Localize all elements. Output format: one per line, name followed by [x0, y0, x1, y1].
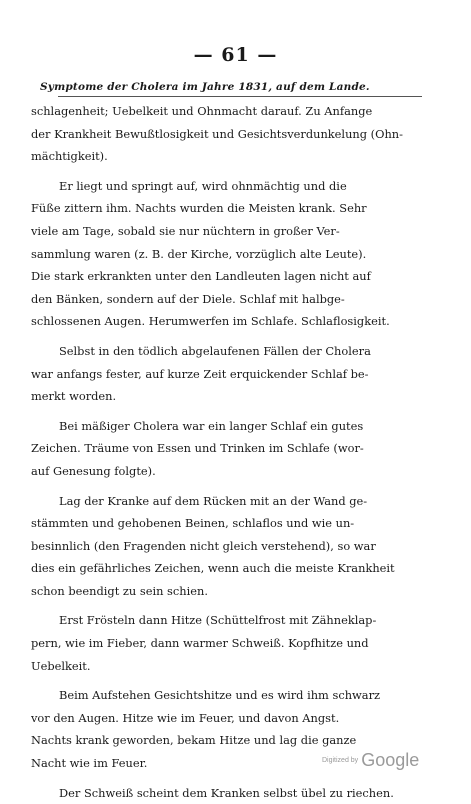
text-line: schlagenheit; Uebelkeit und Ohnmacht darauf. Zu Anfange	[31, 104, 373, 118]
paragraph	[31, 609, 431, 677]
text-line: auf Genesung folgte).	[31, 463, 156, 478]
header-rule	[58, 96, 422, 97]
text-line: viele am Tage, sobald sie nur nüchtern in großer Ver-	[31, 223, 340, 238]
watermark-prefix: Digitized by	[322, 757, 359, 764]
paragraph-gap	[31, 602, 431, 609]
text-line: der Krankheit Bewußtlosigkeit und Gesichtsverdunkelung (Ohn-	[31, 126, 403, 141]
text-line: Die stark erkrankten unter den Landleuten lagen nicht auf	[31, 269, 371, 284]
text-line: war anfangs fester, auf kurze Zeit erquickender Schlaf be-	[31, 366, 369, 381]
paragraph-gap	[31, 408, 431, 415]
paragraph-gap	[31, 677, 431, 684]
text-line: dies ein gefährliches Zeichen, wenn auch die meiste Krankheit	[31, 561, 395, 576]
paragraph-gap	[31, 483, 431, 490]
text-line: Bei mäßiger Cholera war ein langer Schlaf ein gutes	[59, 418, 364, 433]
page-number: — 61 —	[193, 44, 278, 66]
text-line: Beim Aufstehen Gesichtshitze und es wird ihm schwarz	[59, 688, 381, 703]
text-line: stämmten und gehobenen Beinen, schlaflos und wie un-	[31, 516, 355, 531]
text-line: Selbst in den tödlich abgelaufenen Fällen der Cholera	[59, 343, 371, 358]
paragraph-gap	[31, 775, 431, 782]
paragraph-gap	[31, 168, 431, 175]
text-line: vor den Augen. Hitze wie im Feuer, und davon Angst.	[31, 710, 340, 725]
text-line: schlossenen Augen. Herumwerfen im Schlafe. Schlaflosigkeit.	[31, 314, 390, 329]
text-line: Er liegt und springt auf, wird ohnmächtig und die	[59, 178, 347, 193]
text-line: Füße zittern ihm. Nachts wurden die Meisten krank. Sehr	[31, 201, 367, 216]
text-line: Erst Frösteln dann Hitze (Schüttelfrost mit Zähneklap-	[59, 613, 377, 628]
text-line: schon beendigt zu sein schien.	[31, 583, 208, 598]
paragraph	[31, 415, 431, 483]
watermark-brand: Google	[361, 750, 420, 770]
text-line: den Bänken, sondern auf der Diele. Schlaf mit halbge-	[31, 291, 345, 306]
text-line: besinnlich (den Fragenden nicht gleich verstehend), so war	[31, 538, 376, 553]
text-line: Nacht wie im Feuer.	[31, 756, 148, 771]
text-line: Zeichen. Träume von Essen und Trinken im Schlafe (wor-	[31, 441, 364, 456]
text-line: merkt worden.	[31, 389, 117, 404]
paragraph-gap	[31, 333, 431, 340]
paragraph	[31, 782, 431, 804]
paragraph	[31, 490, 431, 603]
body-text	[31, 100, 431, 804]
text-line: pern, wie im Fieber, dann warmer Schweiß. Kopfhitze und	[31, 636, 369, 651]
text-line: Lag der Kranke auf dem Rücken mit an der Wand ge-	[59, 493, 368, 508]
running-head: Symptome der Cholera im Jahre 1831, auf dem Lande.	[40, 81, 370, 93]
digitized-by-google-watermark	[322, 750, 419, 771]
text-line: Der Schweiß scheint dem Kranken selbst übel zu riechen.	[59, 785, 394, 800]
paragraph	[31, 100, 431, 168]
text-line: mächtigkeit).	[31, 149, 108, 164]
text-line: Nachts krank geworden, bekam Hitze und lag die ganze	[31, 733, 357, 748]
text-line: Uebelkeit.	[31, 658, 91, 673]
paragraph	[31, 175, 431, 333]
paragraph	[31, 340, 431, 408]
text-line: sammlung waren (z. B. der Kirche, vorzüglich alte Leute).	[31, 246, 367, 261]
